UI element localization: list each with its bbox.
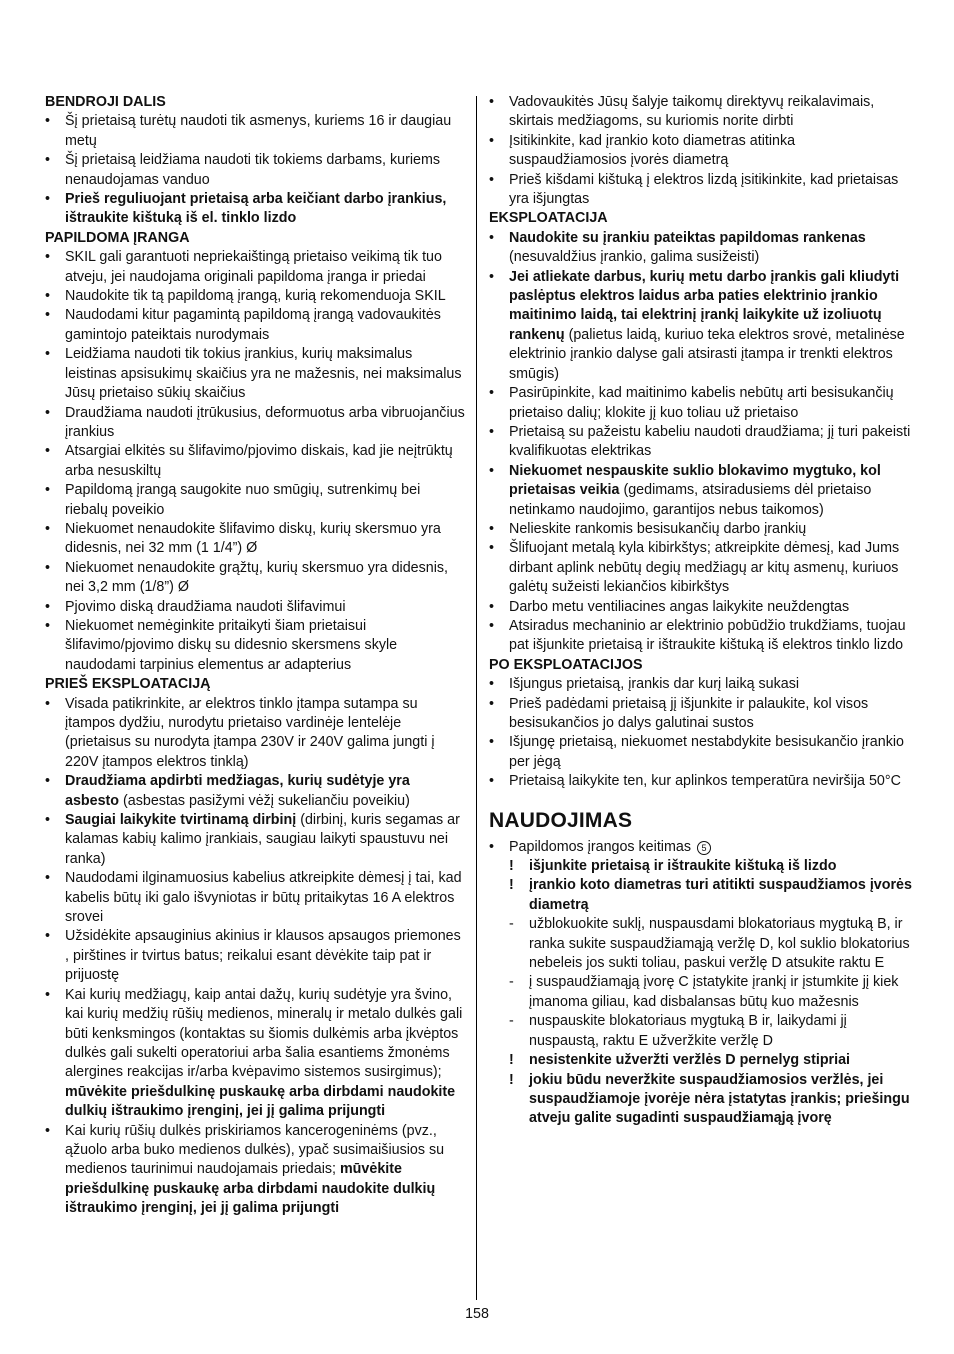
body-text: Leidžiama naudoti tik tokius įrankius, kurių maksimalus leistinas apsisukimų skaičius yra ne mažesnis, nei maksimalus Jūsų prietaiso sūkių skaičius — [65, 346, 462, 402]
bullet-item — [489, 93, 914, 132]
page-number: 158 — [465, 1306, 489, 1322]
body-text: (nesuvaldžius įrankio, galima susižeisti) — [509, 249, 760, 266]
bullet-item — [45, 772, 465, 811]
body-text: Papildomos įrangos keitimas — [509, 838, 695, 855]
bold-text: jokiu būdu neveržkite suspaudžiamosios veržlės, jei suspaudžiamoje įvorėje nėra įstatytas įrankis; priešingu atveju galite sugadinti suspaudžiamąją įvorę — [529, 1071, 910, 1127]
bullet-item — [45, 927, 465, 985]
bullet-item — [45, 248, 465, 287]
bullet-item — [489, 229, 914, 268]
bold-text: Saugiai laikykite tvirtinamą dirbinį — [65, 812, 297, 829]
warning-item — [489, 857, 914, 876]
body-text: Kai kurių medžiagų, kaip antai dažų, kurių sudėtyje yra švino, kai kurių medžių rūšių medienos, mineralų ir metalo dulkės gali būti kenksmingos (kontaktas su šiomis dulkėmis arba įkvėptos dulkės gali sukelti operatoriui arba šalia esantiems žmonėms alergines reakcijas ir/arba kvėpavimo sistemos susirgimus); — [65, 986, 463, 1081]
bold-text: Jei atliekate darbus, kurių metu darbo įrankis gali kliudyti paslėptus elektros laidus arba paties elektrinio įrankio maitinimo laidą, tai elektrinį įrankį laikykite už izoliuotų rankenų — [509, 268, 900, 343]
body-text: Pasirūpinkite, kad maitinimo kabelis nebūtų arti besisukančių prietaiso dalių; klokite jį kuo toliau už prietaiso — [509, 385, 894, 421]
body-text: Prietaisą laikykite ten, kur aplinkos temperatūra neviršija 50°C — [509, 773, 901, 790]
bullet-item — [45, 986, 465, 1122]
body-text: (gedimams, atsiradusiems dėl prietaiso netinkamo naudojimo, garantijos nebus taikomos) — [509, 482, 872, 518]
body-text: Papildomą įrangą saugokite nuo smūgių, sutrenkimų bei riebalų poveikio — [65, 482, 421, 518]
body-text: Įsitikinkite, kad įrankio koto diametras atitinka suspaudžiamosios įvorės diametrą — [509, 132, 796, 169]
right-column — [489, 93, 914, 1129]
step-item — [489, 1012, 914, 1051]
bullet-item — [489, 695, 914, 734]
body-text: Prieš padėdami prietaisą jį išjunkite ir palaukite, kol visos besisukančios jo dalys galutinai sustos — [509, 695, 869, 731]
body-text: Naudodami ilginamuosius kabelius atkreipkite dėmesį į tai, kad kabelis būtų iki galo išvyniotas ir būtų pritaikytas 16 A elektros srovei — [65, 870, 462, 926]
body-text: Kai kurių rūšių dulkės priskiriamos kancerogeninėms (pvz., ąžuolo arba buko medienos dulkės), ypač susimaišiusios su medienos taurinimui naudojamais priedais; — [65, 1122, 445, 1178]
body-text: Atsiradus mechaninio ar elektrinio pobūdžio trukdžiams, tuojau pat išjunkite prietaisą ir ištraukite kištuką iš elektros tinklo lizdo — [509, 617, 906, 654]
bullet-item — [45, 112, 465, 151]
body-text: Šlifuojant metalą kyla kibirkštys; atkreipkite dėmesį, kad Jums dirbant aplink nebūtų degių medžiagų ar kitų asmenų, kuriuos galėtų sužeisti lekiančios kibirkštys — [509, 540, 900, 596]
bullet-item — [45, 1122, 465, 1219]
bullet-item — [45, 287, 465, 306]
section-heading: PAPILDOMA ĮRANGA — [45, 229, 190, 246]
body-text: (dirbinį, kuris segamas ar kalamas kabių kalimo įrankiais, saugiau laikyti spaustuvu nei ranka) — [65, 812, 460, 867]
bullet-item — [45, 306, 465, 345]
bullet-item — [489, 733, 914, 772]
bullet-item — [45, 695, 465, 773]
bullet-item — [45, 190, 465, 229]
bullet-item — [489, 462, 914, 520]
body-text: Atsargiai elkitės su šlifavimo/pjovimo diskais, kad jie neįtrūktų arba nesuskiltų — [65, 443, 453, 479]
left-column — [45, 93, 465, 1219]
body-text: Niekuomet nemėginkite pritaikyti šiam prietaisui šlifavimo/pjovimo diskų su didesnio skersmens skyle naudodami tarpinius elementus ar adapterius — [65, 617, 398, 673]
bullet-item — [45, 520, 465, 559]
body-text: Išjungę prietaisą, niekuomet nestabdykite besisukančio įrankio per jėgą — [509, 734, 904, 770]
warning-item — [489, 876, 914, 915]
body-text: Užsidėkite apsauginius akinius ir klausos apsaugos priemones , pirštines ir tvirtus batus; reikalui esant dėvėkite taip pat ir prijuostę — [65, 928, 461, 984]
body-text: Prietaisą su pažeistu kabeliu naudoti draudžiama; jį turi pakeisti kvalifikuotas elektrikas — [509, 423, 911, 460]
bold-text: išjunkite prietaisą ir ištraukite kištuką iš lizdo — [529, 858, 837, 875]
body-text: Vadovaukitės Jūsų šalyje taikomų direktyvų reikalavimais, skirtais medžiagoms, su kuriomis norite dirbti — [509, 94, 875, 130]
bold-text: įrankio koto diametras turi atitikti suspaudžiamos įvorės diametrą — [529, 877, 912, 913]
bullet-item — [489, 617, 914, 656]
bullet-item — [45, 442, 465, 481]
bold-text: nesistenkite užveržti veržlės D pernelyg stipriai — [529, 1052, 851, 1069]
bullet-item — [489, 772, 914, 791]
body-text: (asbestas pasižymi vėžį sukeliančiu poveikiu) — [119, 792, 410, 809]
body-text: Šį prietaisą turėtų naudoti tik asmenys, kuriems 16 ir daugiau metų — [65, 113, 452, 149]
body-text: Šį prietaisą leidžiama naudoti tik tokiems darbams, kuriems nenaudojamas vanduo — [65, 152, 441, 188]
bullet-item — [489, 171, 914, 210]
item-list — [45, 248, 465, 675]
chapter-heading: NAUDOJIMAS — [489, 808, 633, 832]
bullet-item — [45, 345, 465, 403]
item-list — [489, 93, 914, 209]
body-text: (palietus laidą, kuriuo teka elektros srovė, metalinėse elektrinio įrankio dalyse gali atsirasti įtampa ir trenkti elektros smūgis) — [509, 326, 905, 382]
item-list — [45, 695, 465, 1219]
bullet-item — [489, 520, 914, 539]
bullet-item — [489, 838, 914, 857]
body-text: Darbo metu ventiliacines angas laikykite neuždengtas — [509, 598, 850, 615]
bullet-item — [489, 268, 914, 384]
body-text: nuspauskite blokatoriaus mygtuką B ir, laikydami jį nuspaustą, raktu E užveržkite veržlę D — [529, 1013, 847, 1049]
body-text: Pjovimo diską draudžiama naudoti šlifavimui — [65, 598, 346, 615]
figure-reference: 5 — [697, 841, 711, 855]
bullet-item — [489, 598, 914, 617]
body-text: į suspaudžiamąją įvorę C įstatykite įrankį ir įstumkite jį kiek įmanoma giliau, kad disbalansas būtų kuo mažesnis — [529, 974, 899, 1010]
body-text: Naudodami kitur pagamintą papildomą įrangą vadovaukitės gamintojo pateiktais nurodymais — [65, 307, 441, 343]
item-list — [45, 112, 465, 228]
section-heading: PRIEŠ EKSPLOATACIJĄ — [45, 676, 211, 693]
item-list — [489, 675, 914, 791]
body-text: Visada patikrinkite, ar elektros tinklo įtampa sutampa su įtampos dydžiu, nurodytu prietaiso vardinėje lentelėje (prietaisus su nurodyta įtampa 230V ir 240V galima jungti į 220V įtampos elektros tinklą) — [65, 695, 435, 770]
step-item — [489, 915, 914, 973]
bold-text: mūvėkite priešdulkinę puskaukę arba dirbdami naudokite dulkių ištraukimo įrenginį, jei jį galima prijungti — [65, 1161, 436, 1217]
bullet-item — [45, 481, 465, 520]
section-heading: PO EKSPLOATACIJOS — [489, 656, 643, 673]
bullet-item — [45, 617, 465, 675]
bullet-item — [489, 132, 914, 171]
column-divider — [476, 96, 477, 1300]
body-text: Prieš kišdami kištuką į elektros lizdą įsitikinkite, kad prietaisas yra išjungtas — [509, 171, 899, 208]
bold-text: Naudokite su įrankiu pateiktas papildomas rankenas — [509, 229, 866, 246]
body-text: Draudžiama naudoti įtrūkusius, deformuotus arba vibruojančius įrankius — [65, 404, 465, 440]
bold-text: Prieš reguliuojant prietaisą arba keičiant darbo įrankius, ištraukite kištuką iš el. tinklo lizdo — [65, 191, 447, 227]
warning-item — [489, 1051, 914, 1070]
bullet-item — [45, 404, 465, 443]
body-text: Niekuomet nenaudokite šlifavimo diskų, kurių skersmuo yra didesnis, nei 32 mm (1 1/4”) Ø — [65, 520, 441, 557]
bullet-item — [489, 384, 914, 423]
body-text: Niekuomet nenaudokite grąžtų, kurių skersmuo yra didesnis, nei 3,2 mm (1/8”) Ø — [65, 559, 449, 596]
bullet-item — [45, 598, 465, 617]
section-heading: EKSPLOATACIJA — [489, 210, 608, 227]
section-heading: BENDROJI DALIS — [45, 94, 166, 110]
item-list — [489, 229, 914, 656]
bullet-item — [45, 559, 465, 598]
bold-text: Draudžiama apdirbti medžiagas, kurių sudėtyje yra asbesto — [65, 773, 410, 809]
body-text: Naudokite tik tą papildomą įrangą, kurią rekomenduoja SKIL — [65, 288, 446, 305]
body-text: SKIL gali garantuoti nepriekaištingą prietaiso veikimą tik tuo atveju, jei naudojama originali papildoma įranga ir priedai — [65, 249, 442, 285]
bold-text: Niekuomet nespauskite suklio blokavimo mygtuko, kol prietaisas veikia — [509, 462, 881, 499]
item-list — [489, 838, 914, 1129]
bullet-item — [489, 675, 914, 694]
bullet-item — [45, 151, 465, 190]
bold-text: mūvėkite priešdulkinę puskaukę arba dirbdami naudokite dulkių ištraukimo įrenginį, jei jį galima prijungti — [65, 1083, 456, 1120]
bullet-item — [45, 811, 465, 869]
body-text: užblokuokite suklį, nuspausdami blokatoriaus mygtuką B, ir ranka sukite suspaudžiamąją veržlę D, kol suklio blokatorius nebeleis jos sukti toliau, paskui veržlę D atsukite raktu E — [529, 916, 910, 972]
bullet-item — [489, 539, 914, 597]
bullet-item — [45, 869, 465, 927]
step-item — [489, 973, 914, 1012]
warning-item — [489, 1071, 914, 1129]
body-text: Nelieskite rankomis besisukančių darbo įrankių — [509, 520, 807, 537]
bullet-item — [489, 423, 914, 462]
body-text: Išjungus prietaisą, įrankis dar kurį laiką sukasi — [509, 676, 800, 693]
